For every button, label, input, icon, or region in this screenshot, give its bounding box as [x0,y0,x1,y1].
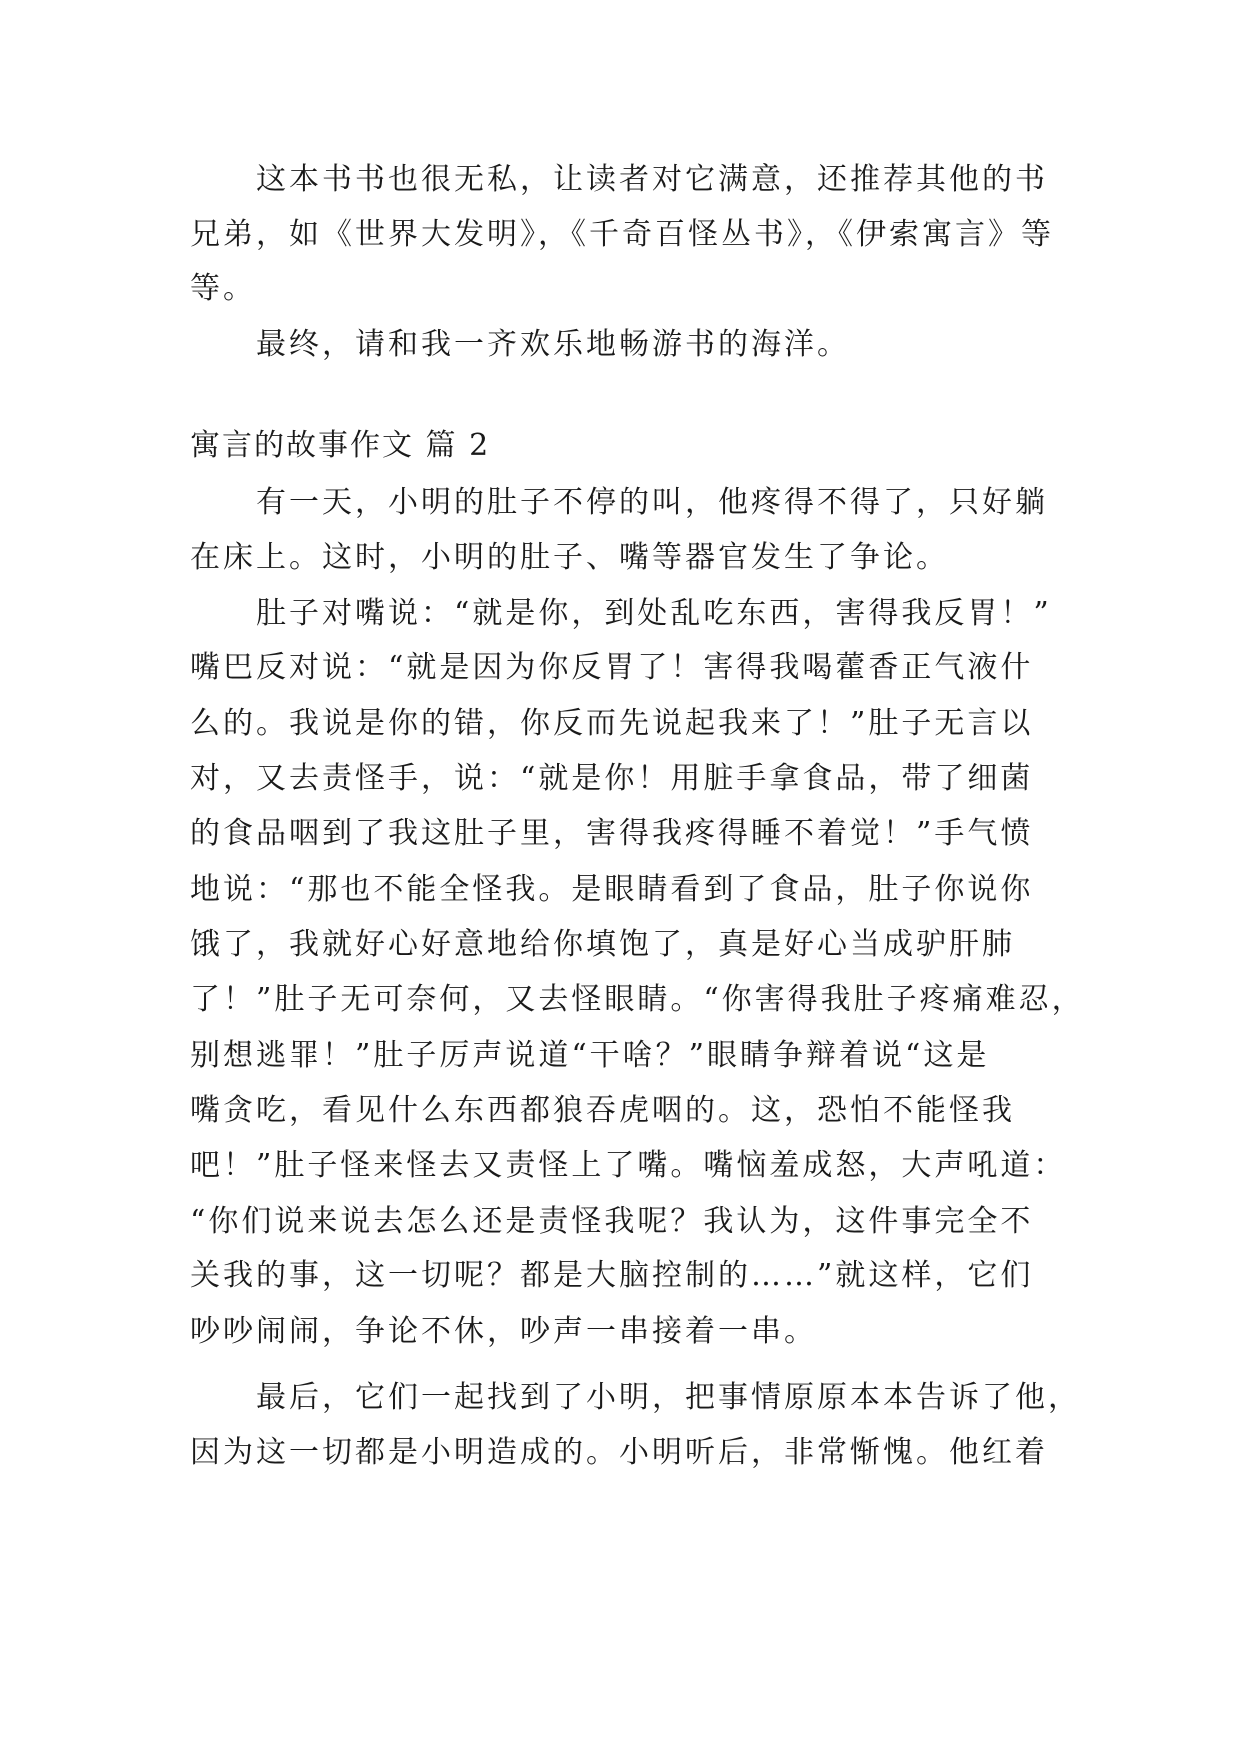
paragraph-line: 等。 [190,271,256,306]
paragraph-line: 在床上。这时，小明的肚子、嘴等器官发生了争论。 [190,540,949,575]
paragraph-line: “你们说来说去怎么还是责怪我呢？我认为，这件事完全不 [190,1204,1034,1239]
paragraph-line: 肚子对嘴说：“就是你，到处乱吃东西，害得我反胃！” [256,596,1052,631]
paragraph-line: 关我的事，这一切呢？都是大脑控制的……”就这样，它们 [190,1258,1034,1293]
paragraph-line: 最终，请和我一齐欢乐地畅游书的海洋。 [256,327,850,362]
paragraph-line: 吵吵闹闹，争论不休，吵声一串接着一串。 [190,1314,817,1349]
paragraph-line: 地说：“那也不能全怪我。是眼睛看到了食品，肚子你说你 [190,872,1034,907]
paragraph-line: 了！”肚子无可奈何，又去怪眼睛。“你害得我肚子疼痛难忍， [190,982,1085,1017]
paragraph-line: 的食品咽到了我这肚子里，害得我疼得睡不着觉！”手气愤 [190,816,1034,851]
paragraph-line: 嘴巴反对说：“就是因为你反胃了！害得我喝藿香正气液什 [190,650,1034,685]
paragraph-line: 饿了，我就好心好意地给你填饱了，真是好心当成驴肝肺 [190,927,1015,962]
paragraph-line: 对，又去责怪手，说：“就是你！用脏手拿食品，带了细菌 [190,761,1034,796]
paragraph-line: 吧！”肚子怪来怪去又责怪上了嘴。嘴恼羞成怒，大声吼道： [190,1148,1067,1183]
paragraph-line: 别想逃罪！”肚子厉声说道“干啥？”眼睛争辩着说“这是 [190,1038,990,1073]
paragraph-line: 嘴贪吃，看见什么东西都狼吞虎咽的。这，恐怕不能怪我 [190,1093,1015,1128]
paragraph-line: 因为这一切都是小明造成的。小明听后，非常惭愧。他红着 [190,1435,1048,1470]
paragraph-line: 最后，它们一起找到了小明，把事情原原本本告诉了他， [256,1380,1081,1415]
paragraph-line: 兄弟，如《世界大发明》，《千奇百怪丛书》，《伊索寓言》等 [190,217,1054,252]
paragraph-line: 有一天，小明的肚子不停的叫，他疼得不得了，只好躺 [256,485,1048,520]
paragraph-line: 么的。我说是你的错，你反而先说起我来了！”肚子无言以 [190,706,1034,741]
paragraph-line: 这本书书也很无私，让读者对它满意，还推荐其他的书 [256,162,1048,197]
section-heading: 寓言的故事作文 篇 2 [190,428,491,463]
